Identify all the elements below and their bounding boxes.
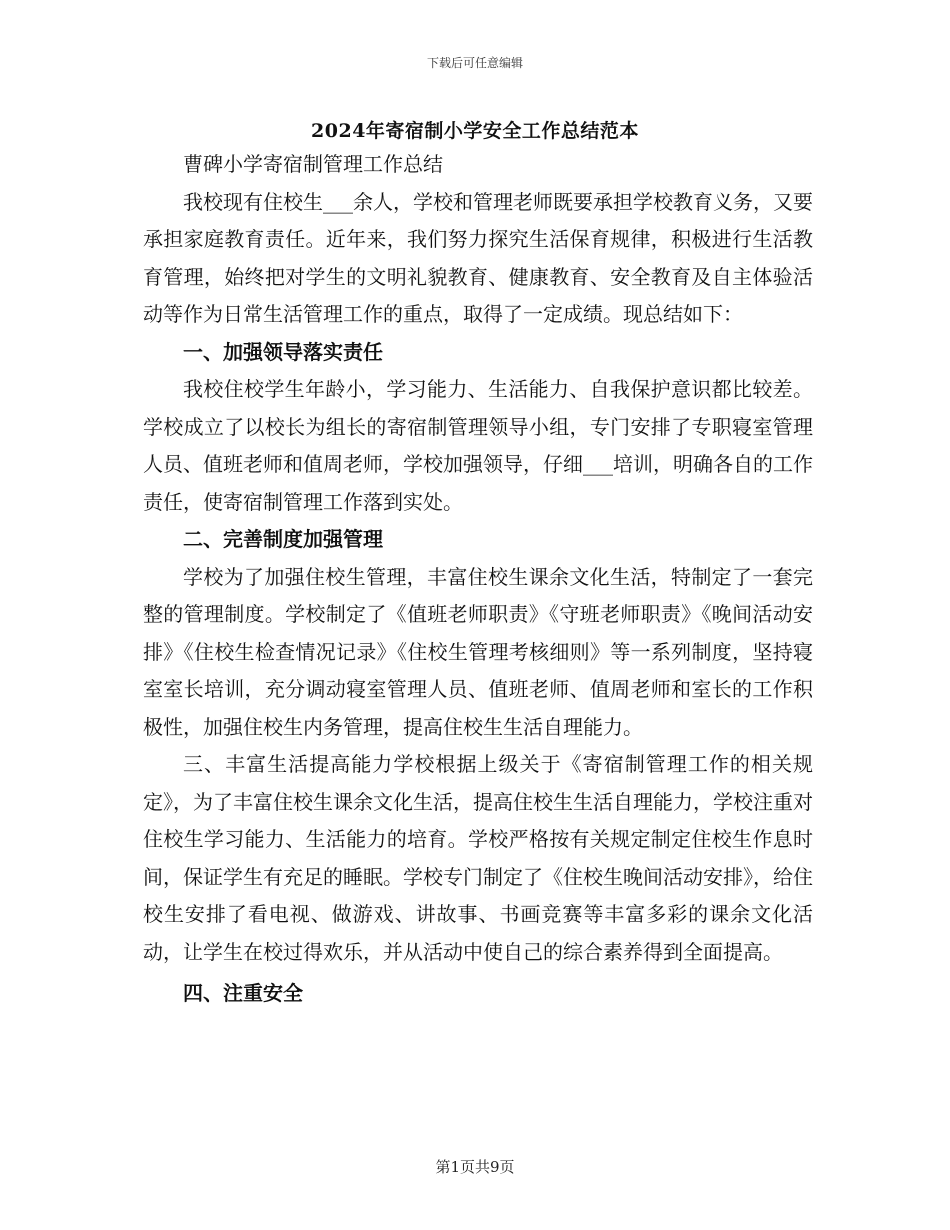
intro-paragraph: 我校现有住校生___余人，学校和管理老师既要承担学校教育义务，又要承担家庭教育责任。近年来，我们努力探究生活保育规律，积极进行生活教育管理，始终把对学生的文明礼貌教育、健康教育、安全教育及自主体验活动等作为日常生活管理工作的重点，取得了一定成绩。现总结如下： bbox=[143, 189, 813, 326]
document-body bbox=[143, 146, 813, 1013]
section-4-heading: 四、注重安全 bbox=[183, 981, 303, 1005]
section-1-heading: 一、加强领导落实责任 bbox=[183, 339, 383, 364]
section-1-body: 我校住校学生年龄小，学习能力、生活能力、自我保护意识都比较差。学校成立了以校长为组长的寄宿制管理领导小组，专门安排了专职寝室管理人员、值班老师和值周老师，学校加强领导，仔细___培训，明确各自的工作责任，使寄宿制管理工作落到实处。 bbox=[143, 377, 813, 514]
section-2-heading: 二、完善制度加强管理 bbox=[183, 527, 383, 551]
page-indicator: 第1页共9页 bbox=[435, 1158, 515, 1176]
section-2-body: 学校为了加强住校生管理，丰富住校生课余文化生活，特制定了一套完整的管理制度。学校制定了《值班老师职责》《守班老师职责》《晚间活动安排》《住校生检查情况记录》《住校生管理考核细则》等一系列制度，坚持寝室室长培训，充分调动寝室管理人员、值班老师、值周老师和室长的工作积极性，加强住校生内务管理，提高住校生生活自理能力。 bbox=[143, 564, 813, 739]
section-3-paragraph: 三、丰富生活提高能力学校根据上级关于《寄宿制管理工作的相关规定》，为了丰富住校生课余文化生活，提高住校生生活自理能力，学校注重对住校生学习能力、生活能力的培育。学校严格按有关规定制定住校生作息时间，保证学生有充足的睡眠。学校专门制定了《住校生晚间活动安排》，给住校生安排了看电视、做游戏、讲故事、书画竞赛等丰富多彩的课余文化活动，让学生在校过得欢乐，并从活动中使自己的综合素养得到全面提高。 bbox=[143, 752, 813, 964]
document-title: 2024年寄宿制小学安全工作总结范本 bbox=[311, 120, 639, 142]
header-note: 下载后可任意编辑 bbox=[426, 56, 523, 70]
document-subtitle: 曹碑小学寄宿制管理工作总结 bbox=[183, 152, 443, 176]
